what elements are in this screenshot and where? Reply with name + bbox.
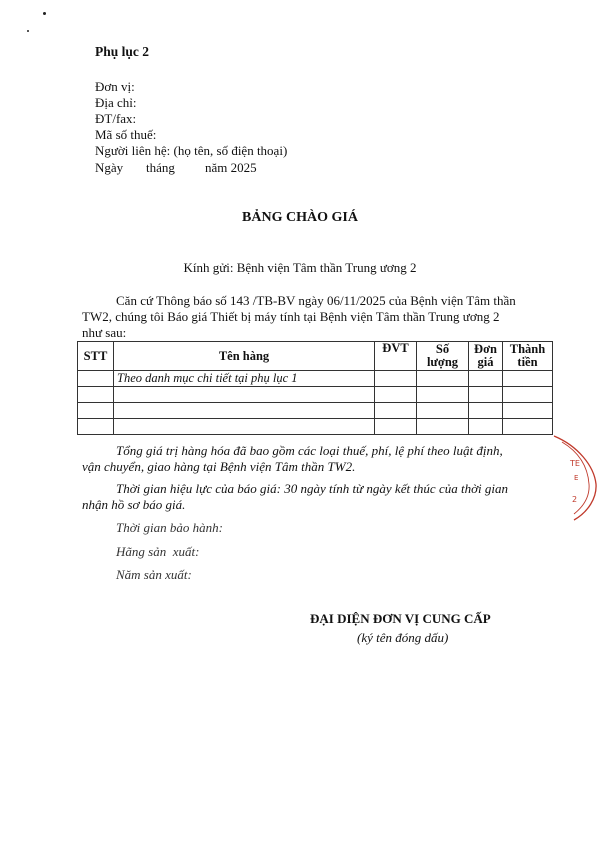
document-title: BẢNG CHÀO GIÁ xyxy=(242,210,358,225)
total-note-line-1: Tổng giá trị hàng hóa đã bao gồm các loại thuế, phí, lệ phí theo luật định, xyxy=(116,443,503,458)
col-header-stt: STT xyxy=(78,342,114,371)
col-header-total: Thành tiền xyxy=(503,342,553,371)
col-header-quantity: Số lượng xyxy=(417,342,469,371)
total-note-line-2: vận chuyển, giao hàng tại Bệnh viện Tâm thần TW2. xyxy=(82,459,356,474)
cell-quantity xyxy=(417,403,469,419)
col-header-item-name: Tên hàng xyxy=(114,342,375,371)
field-address: Địa chỉ: xyxy=(95,95,137,110)
table-row xyxy=(78,387,553,403)
signature-title: ĐẠI DIỆN ĐƠN VỊ CUNG CẤP xyxy=(310,611,491,626)
date-day: Ngày xyxy=(95,160,124,175)
cell-total xyxy=(503,371,553,387)
cell-unit xyxy=(375,419,417,435)
date-month: tháng xyxy=(146,160,175,175)
table-row xyxy=(78,419,553,435)
svg-text:2: 2 xyxy=(572,495,578,504)
table-header-row xyxy=(78,342,553,371)
cell-stt xyxy=(78,403,114,419)
cell-stt xyxy=(78,371,114,387)
validity-line-1: Thời gian hiệu lực của báo giá: 30 ngày tính từ ngày kết thúc của thời gian xyxy=(116,481,508,496)
recipient-line: Kính gửi: Bệnh viện Tâm thần Trung ương 2 xyxy=(183,260,417,275)
cell-unit xyxy=(375,387,417,403)
field-contact: Người liên hệ: (họ tên, số điện thoại) xyxy=(95,143,288,158)
cell-unit xyxy=(375,371,417,387)
cell-unit-price xyxy=(469,419,503,435)
warranty-field: Thời gian bảo hành: xyxy=(116,520,223,535)
field-tax-code: Mã số thuế: xyxy=(95,127,157,142)
cell-item-name xyxy=(114,419,375,435)
cell-unit-price xyxy=(469,403,503,419)
appendix-label: Phụ lục 2 xyxy=(95,44,150,59)
svg-text:TE: TE xyxy=(570,459,580,468)
stamp-seal-icon xyxy=(548,432,600,522)
scan-mark-dot xyxy=(43,12,46,15)
intro-line-1: Căn cứ Thông báo số 143 /TB-BV ngày 06/11/2025 của Bệnh viện Tâm thần xyxy=(116,293,516,308)
scan-mark-dot xyxy=(27,30,29,32)
cell-stt xyxy=(78,387,114,403)
col-header-unit-price: Đơn giá xyxy=(469,342,503,371)
manufacturer-field: Hãng sản xuất: xyxy=(116,544,200,559)
field-unit: Đơn vị: xyxy=(95,79,135,94)
date-year: năm 2025 xyxy=(205,160,257,175)
intro-line-3: như sau: xyxy=(82,325,127,340)
cell-total xyxy=(503,403,553,419)
cell-total xyxy=(503,419,553,435)
cell-quantity xyxy=(417,387,469,403)
cell-unit xyxy=(375,403,417,419)
cell-unit-price xyxy=(469,371,503,387)
cell-quantity xyxy=(417,371,469,387)
cell-unit-price xyxy=(469,387,503,403)
svg-text:E: E xyxy=(574,474,579,482)
year-made-field: Năm sản xuất: xyxy=(116,567,192,582)
intro-line-2: TW2, chúng tôi Báo giá Thiết bị máy tính tại Bệnh viện Tâm thần Trung ương 2 xyxy=(82,309,500,324)
cell-total xyxy=(503,387,553,403)
table-row xyxy=(78,403,553,419)
cell-stt xyxy=(78,419,114,435)
table-row xyxy=(78,371,553,387)
quote-table xyxy=(77,341,553,435)
validity-line-2: nhận hồ sơ báo giá. xyxy=(82,497,186,512)
cell-item-name: Theo danh mục chi tiết tại phụ lục 1 xyxy=(114,371,375,387)
cell-quantity xyxy=(417,419,469,435)
cell-item-name xyxy=(114,387,375,403)
signature-subtitle: (ký tên đóng dấu) xyxy=(357,630,449,645)
field-phone-fax: ĐT/fax: xyxy=(95,111,137,126)
col-header-unit: ĐVT xyxy=(375,342,417,371)
cell-item-name xyxy=(114,403,375,419)
